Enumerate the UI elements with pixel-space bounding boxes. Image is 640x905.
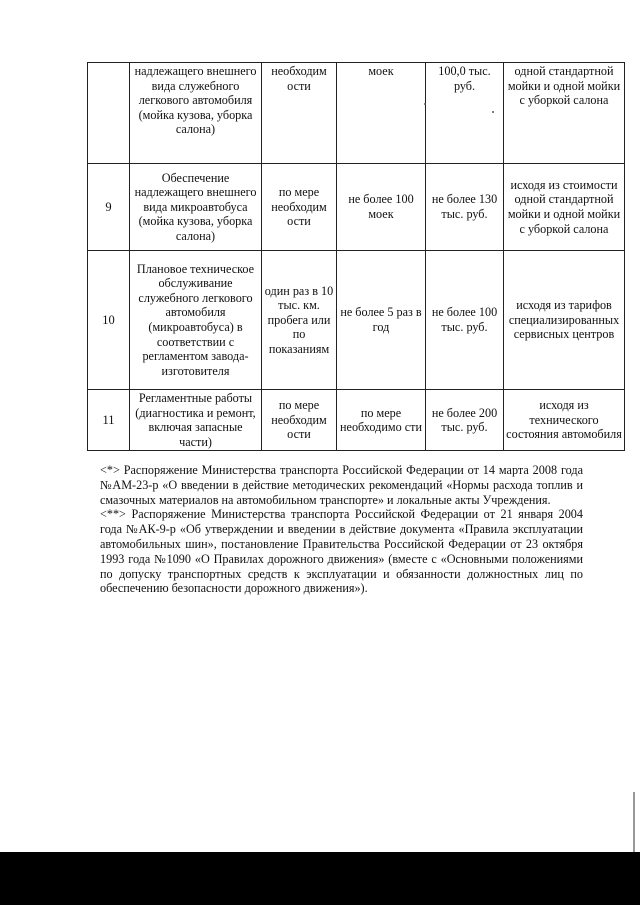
cell-basis: исходя из тарифов специализированных сервисных центров	[504, 251, 625, 390]
cell-basis: исходя из стоимости одной стандартной мойки и одной мойки с уборкой салона	[504, 164, 625, 251]
cell-frequency: по мере необходим ости	[262, 164, 337, 251]
cell-num: 11	[88, 390, 130, 451]
footnote-1: <*> Распоряжение Министерства транспорта Российской Федерации от 14 марта 2008 года №АМ-23-р «О введении в действие методических рекомендаций «Нормы расхода топлив и смазочных материалов на автомобильном транспорте» и локальные акты Учреждения.	[100, 463, 583, 507]
table-row-9	[88, 164, 625, 251]
cell-num: 10	[88, 251, 130, 390]
table-row-continued	[88, 63, 625, 164]
table-row-11	[88, 390, 625, 451]
cell-num: 9	[88, 164, 130, 251]
scan-speck	[492, 111, 494, 113]
scan-edge-artifact	[633, 792, 635, 852]
cell-price: не более 100 тыс. руб.	[426, 251, 504, 390]
cell-price: не более 130 тыс. руб.	[426, 164, 504, 251]
cell-quantity: моек	[337, 63, 426, 164]
norms-table	[87, 62, 625, 451]
cell-basis: исходя из технического состояния автомобиля	[504, 390, 625, 451]
footnotes	[100, 463, 583, 596]
cell-name: Плановое техническое обслуживание служебного легкового автомобиля (микроавтобуса) в соответствии с регламентом завода-изготовителя	[130, 251, 262, 390]
cell-frequency: необходим ости	[262, 63, 337, 164]
footnote-2: <**> Распоряжение Министерства транспорта Российской Федерации от 21 января 2004 года №АК-9-р «Об утверждении и введении в действие документа «Правила эксплуатации автомобильных шин», постановление Правительства Российской Федерации от 23 октября 1993 года №1090 «О Правилах дорожного движения» (вместе с «Основными положениями по допуску транспортных средств к эксплуатации и обязанности должностных лиц по обеспечению безопасности дорожного движения»).	[100, 507, 583, 596]
cell-name: Обеспечение надлежащего внешнего вида микроавтобуса (мойка кузова, уборка салона)	[130, 164, 262, 251]
table-row-10	[88, 251, 625, 390]
scan-bottom-border	[0, 852, 640, 905]
cell-price: 100,0 тыс. руб.	[426, 63, 504, 164]
cell-quantity: не более 5 раз в год	[337, 251, 426, 390]
cell-num	[88, 63, 130, 164]
scan-speck	[424, 103, 426, 105]
cell-price: не более 200 тыс. руб.	[426, 390, 504, 451]
cell-frequency: по мере необходим ости	[262, 390, 337, 451]
cell-basis: одной стандартной мойки и одной мойки с уборкой салона	[504, 63, 625, 164]
cell-frequency: один раз в 10 тыс. км. пробега или по показаниям	[262, 251, 337, 390]
cell-quantity: по мере необходимо сти	[337, 390, 426, 451]
cell-name: Регламентные работы (диагностика и ремонт, включая запасные части)	[130, 390, 262, 451]
cell-quantity: не более 100 моек	[337, 164, 426, 251]
cell-name: надлежащего внешнего вида служебного легкового автомобиля (мойка кузова, уборка салона)	[130, 63, 262, 164]
